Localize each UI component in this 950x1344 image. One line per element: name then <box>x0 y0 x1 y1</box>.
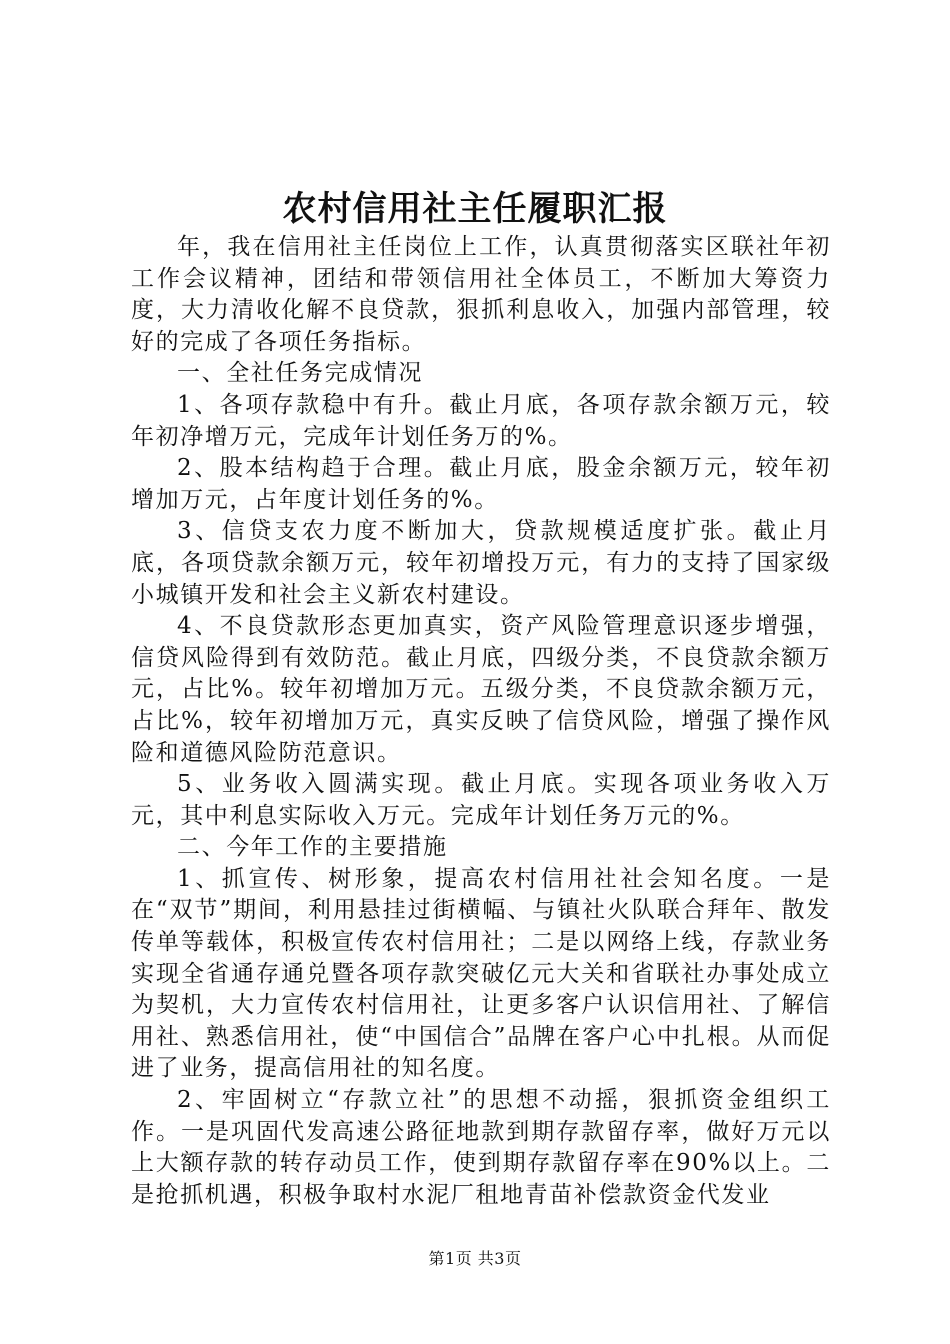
paragraph-measure-1: 1、抓宣传、树形象，提高农村信用社社会知名度。一是在“双节”期间，利用悬挂过街横幅、与镇社火队联合拜年、散发传单等载体，积极宣传农村信用社；二是以网络上线，存款业务实现全省通存通兑暨各项存款突破亿元大关和省联社办事处成立为契机，大力宣传农村信用社，让更多客户认识信用社、了解信用社、熟悉信用社，使“中国信合”品牌在客户心中扎根。从而促进了业务，提高信用社的知名度。 <box>131 865 831 1082</box>
document-title: 农村信用社主任履职汇报 <box>282 189 668 229</box>
paragraph-item-5: 5、业务收入圆满实现。截止月底。实现各项业务收入万元，其中利息实际收入万元。完成年计划任务万元的%。 <box>131 771 831 829</box>
section-heading-1: 一、全社任务完成情况 <box>177 360 423 387</box>
paragraph-item-3: 3、信贷支农力度不断加大，贷款规模适度扩张。截止月底，各项贷款余额万元，较年初增投万元，有力的支持了国家级小城镇开发和社会主义新农村建设。 <box>131 518 831 608</box>
paragraph-item-1: 1、各项存款稳中有升。截止月底，各项存款余额万元，较年初净增万元，完成年计划任务万的%。 <box>131 391 831 450</box>
section-heading-2: 二、今年工作的主要措施 <box>177 834 448 861</box>
paragraph-item-4: 4、不良贷款形态更加真实，资产风险管理意识逐步增强，信贷风险得到有效防范。截止月底，四级分类，不良贷款余额万元，占比%。较年初增加万元。五级分类，不良贷款余额万元，占比%，较年初增加万元，真实反映了信贷风险，增强了操作风险和道德风险防范意识。 <box>131 613 831 766</box>
paragraph-intro: 年，我在信用社主任岗位上工作，认真贯彻落实区联社年初工作会议精神，团结和带领信用社全体员工，不断加大筹资力度，大力清收化解不良贷款，狠抓利息收入，加强内部管理，较好的完成了各项任务指标。 <box>131 234 831 355</box>
paragraph-item-2: 2、股本结构趋于合理。截止月底，股金余额万元，较年初增加万元，占年度计划任务的%。 <box>131 455 831 513</box>
page-number-footer: 第1页 共3页 <box>428 1249 522 1268</box>
paragraph-measure-2: 2、牢固树立“存款立社”的思想不动摇，狠抓资金组织工作。一是巩固代发高速公路征地款到期存款留存率，做好万元以上大额存款的转存动员工作，使到期存款留存率在90%以上。二是抢抓机遇，积极争取村水泥厂租地青苗补偿款资金代发业 <box>131 1087 831 1208</box>
document-body <box>131 232 831 1211</box>
